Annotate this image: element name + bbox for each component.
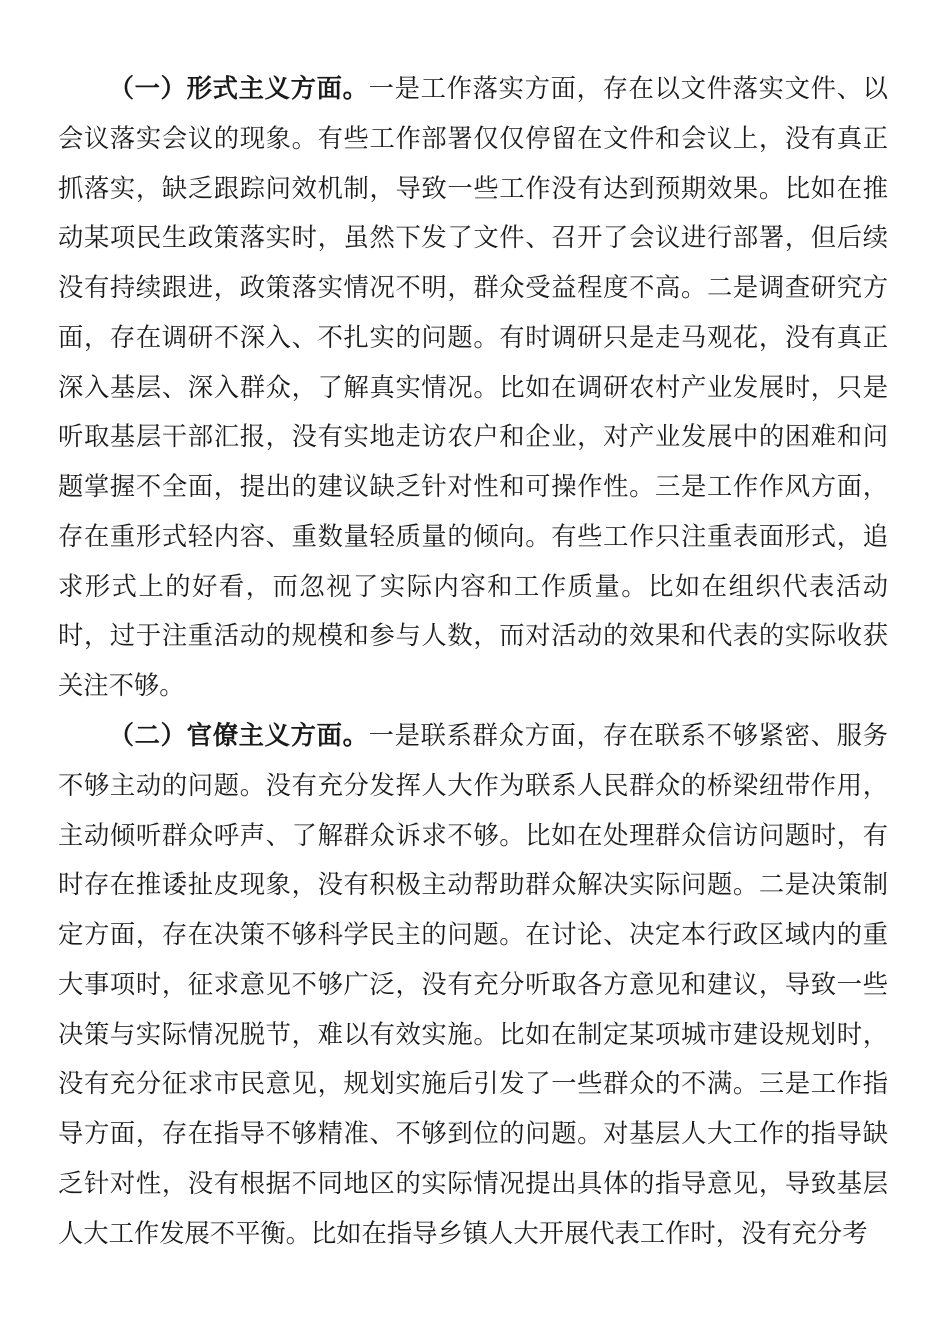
paragraph-body-bureaucratism: 一是联系群众方面，存在联系不够紧密、服务不够主动的问题。没有充分发挥人大作为联系人民群众的桥梁纽带作用，主动倾听群众呼声、了解群众诉求不够。比如在处理群众信访问题时，有时存在推诿扯皮现象，没有积极主动帮助群众解决实际问题。二是决策制定方面，存在决策不够科学民主的问题。在讨论、决定本行政区域内的重大事项时，征求意见不够广泛，没有充分听取各方意见和建议，导致一些决策与实际情况脱节，难以有效实施。比如在制定某项城市建设规划时，没有充分征求市民意见，规划实施后引发了一些群众的不满。三是工作指导方面，存在指导不够精准、不够到位的问题。对基层人大工作的指导缺乏针对性，没有根据不同地区的实际情况提出具体的指导意见，导致基层人大工作发展不平衡。比如在指导乡镇人大开展代表工作时，没有充分考 (58, 721, 888, 1248)
paragraph-bureaucratism (58, 711, 888, 1258)
section-heading-bureaucratism: （二）官僚主义方面。 (108, 721, 369, 750)
section-heading-formalism: （一）形式主义方面。 (108, 74, 369, 103)
paragraph-body-formalism: 一是工作落实方面，存在以文件落实文件、以会议落实会议的现象。有些工作部署仅仅停留在文件和会议上，没有真正抓落实，缺乏跟踪问效机制，导致一些工作没有达到预期效果。比如在推动某项民生政策落实时，虽然下发了文件、召开了会议进行部署，但后续没有持续跟进，政策落实情况不明，群众受益程度不高。二是调查研究方面，存在调研不深入、不扎实的问题。有时调研只是走马观花，没有真正深入基层、深入群众，了解真实情况。比如在调研农村产业发展时，只是听取基层干部汇报，没有实地走访农户和企业，对产业发展中的困难和问题掌握不全面，提出的建议缺乏针对性和可操作性。三是工作作风方面，存在重形式轻内容、重数量轻质量的倾向。有些工作只注重表面形式，追求形式上的好看，而忽视了实际内容和工作质量。比如在组织代表活动时，过于注重活动的规模和参与人数，而对活动的效果和代表的实际收获关注不够。 (58, 74, 888, 700)
paragraph-formalism (58, 64, 888, 711)
